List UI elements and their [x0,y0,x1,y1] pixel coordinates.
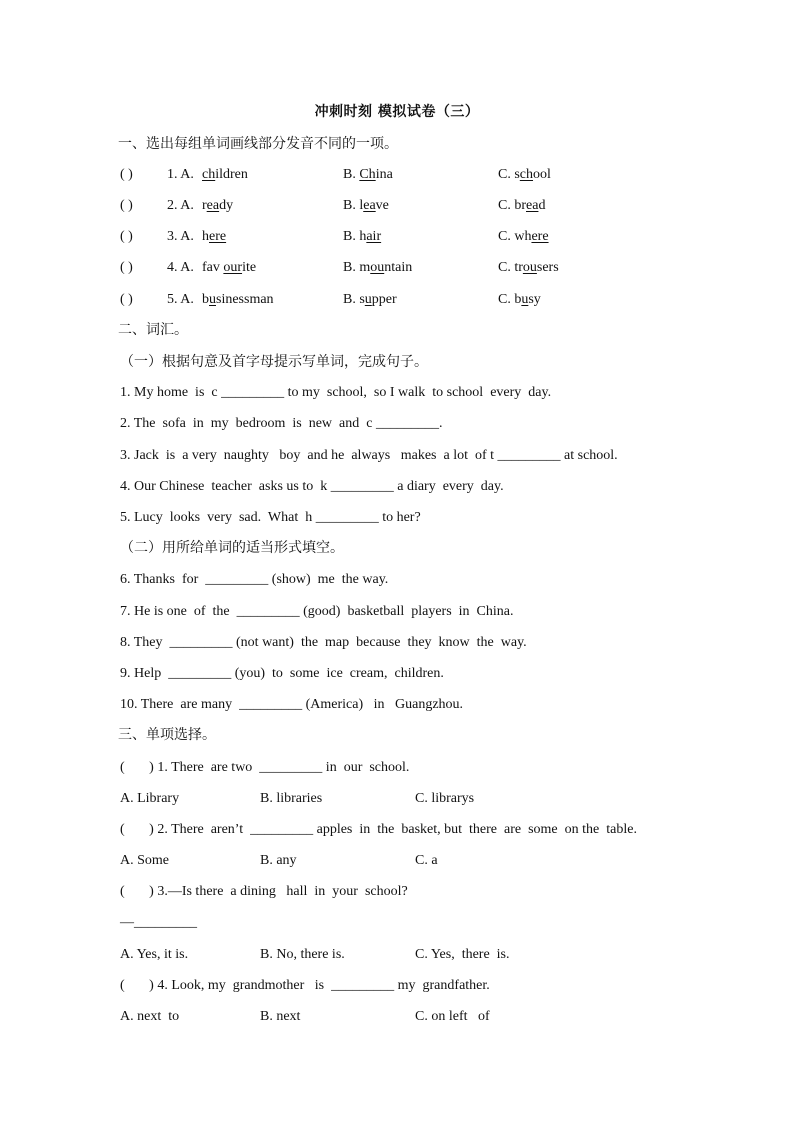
fill-sentence-1[interactable]: 1. My home is c _________ to my school, so I walk to school every day. [120,385,552,400]
option-a: children [202,167,248,182]
fill-sentence-3[interactable]: 3. Jack is a very naughty boy and he always makes a lot of t _________ at school. [120,448,618,463]
exam-title: 冲刺时刻 模拟试卷（三） [314,104,480,120]
option-b[interactable]: B. next [260,1009,301,1024]
option-a[interactable]: A. Some [120,853,169,868]
fill-sentence-5[interactable]: 5. Lucy looks very sad. What h _________ to her? [120,510,421,525]
item-number: 2. A. [167,198,194,213]
choice-answer-line-3[interactable]: —_________ [120,915,197,930]
fill-sentence-4[interactable]: 4. Our Chinese teacher asks us to k _________ a diary every day. [120,479,504,494]
option-c: C. bread [498,198,546,213]
answer-blank[interactable]: ( ) [120,229,133,244]
fill-sentence-9[interactable]: 9. Help _________ (you) to some ice cream, children. [120,666,444,681]
answer-blank[interactable]: ( ) [120,167,133,182]
item-number: 1. A. [167,167,194,182]
option-a: businessman [202,292,274,307]
option-c[interactable]: C. a [415,853,438,868]
answer-blank[interactable]: ( ) [120,198,133,213]
section2-part2-heading: （二）用所给单词的适当形式填空。 [120,540,344,556]
section2-heading: 二、词汇。 [118,322,188,338]
item-number: 5. A. [167,292,194,307]
option-a: fav ourite [202,260,257,275]
choice-question-1[interactable]: ( ) 1. There are two _________ in our school. [120,760,410,775]
choice-question-4[interactable]: ( ) 4. Look, my grandmother is _________ my grandfather. [120,978,490,993]
section3-heading: 三、单项选择。 [118,727,216,743]
fill-sentence-10[interactable]: 10. There are many _________ (America) in Guangzhou. [120,697,464,712]
option-c: C. where [498,229,549,244]
fill-sentence-2[interactable]: 2. The sofa in my bedroom is new and c _________. [120,416,443,431]
option-a: ready [202,198,234,213]
option-a[interactable]: A. Yes, it is. [120,947,189,962]
option-b: B. China [343,167,393,182]
fill-sentence-7[interactable]: 7. He is one of the _________ (good) basketball players in China. [120,604,514,619]
item-number: 3. A. [167,229,194,244]
option-c: C. school [498,167,551,182]
fill-sentence-6[interactable]: 6. Thanks for _________ (show) me the way. [120,572,389,587]
fill-sentence-8[interactable]: 8. They _________ (not want) the map because they know the way. [120,635,527,650]
option-b: B. hair [343,229,382,244]
option-b: B. leave [343,198,389,213]
section1-heading: 一、选出每组单词画线部分发音不同的一项。 [118,136,398,152]
answer-blank[interactable]: ( ) [120,292,133,307]
option-b[interactable]: B. any [260,853,297,868]
choice-question-2[interactable]: ( ) 2. There aren’t _________ apples in the basket, but there are some on the table. [120,822,637,837]
option-b[interactable]: B. libraries [260,791,323,806]
option-b: B. supper [343,292,397,307]
option-a[interactable]: A. next to [120,1009,180,1024]
choice-question-3[interactable]: ( ) 3.—Is there a dining hall in your school? [120,884,408,899]
option-c[interactable]: C. on left of [415,1009,490,1024]
option-a[interactable]: A. Library [120,791,180,806]
option-b: B. mountain [343,260,413,275]
option-b[interactable]: B. No, there is. [260,947,345,962]
option-a: here [202,229,227,244]
option-c: C. busy [498,292,541,307]
option-c[interactable]: C. Yes, there is. [415,947,510,962]
option-c: C. trousers [498,260,559,275]
option-c[interactable]: C. librarys [415,791,475,806]
answer-blank[interactable]: ( ) [120,260,133,275]
section2-part1-heading: （一）根据句意及首字母提示写单词，完成句子。 [120,354,428,370]
item-number: 4. A. [167,260,194,275]
